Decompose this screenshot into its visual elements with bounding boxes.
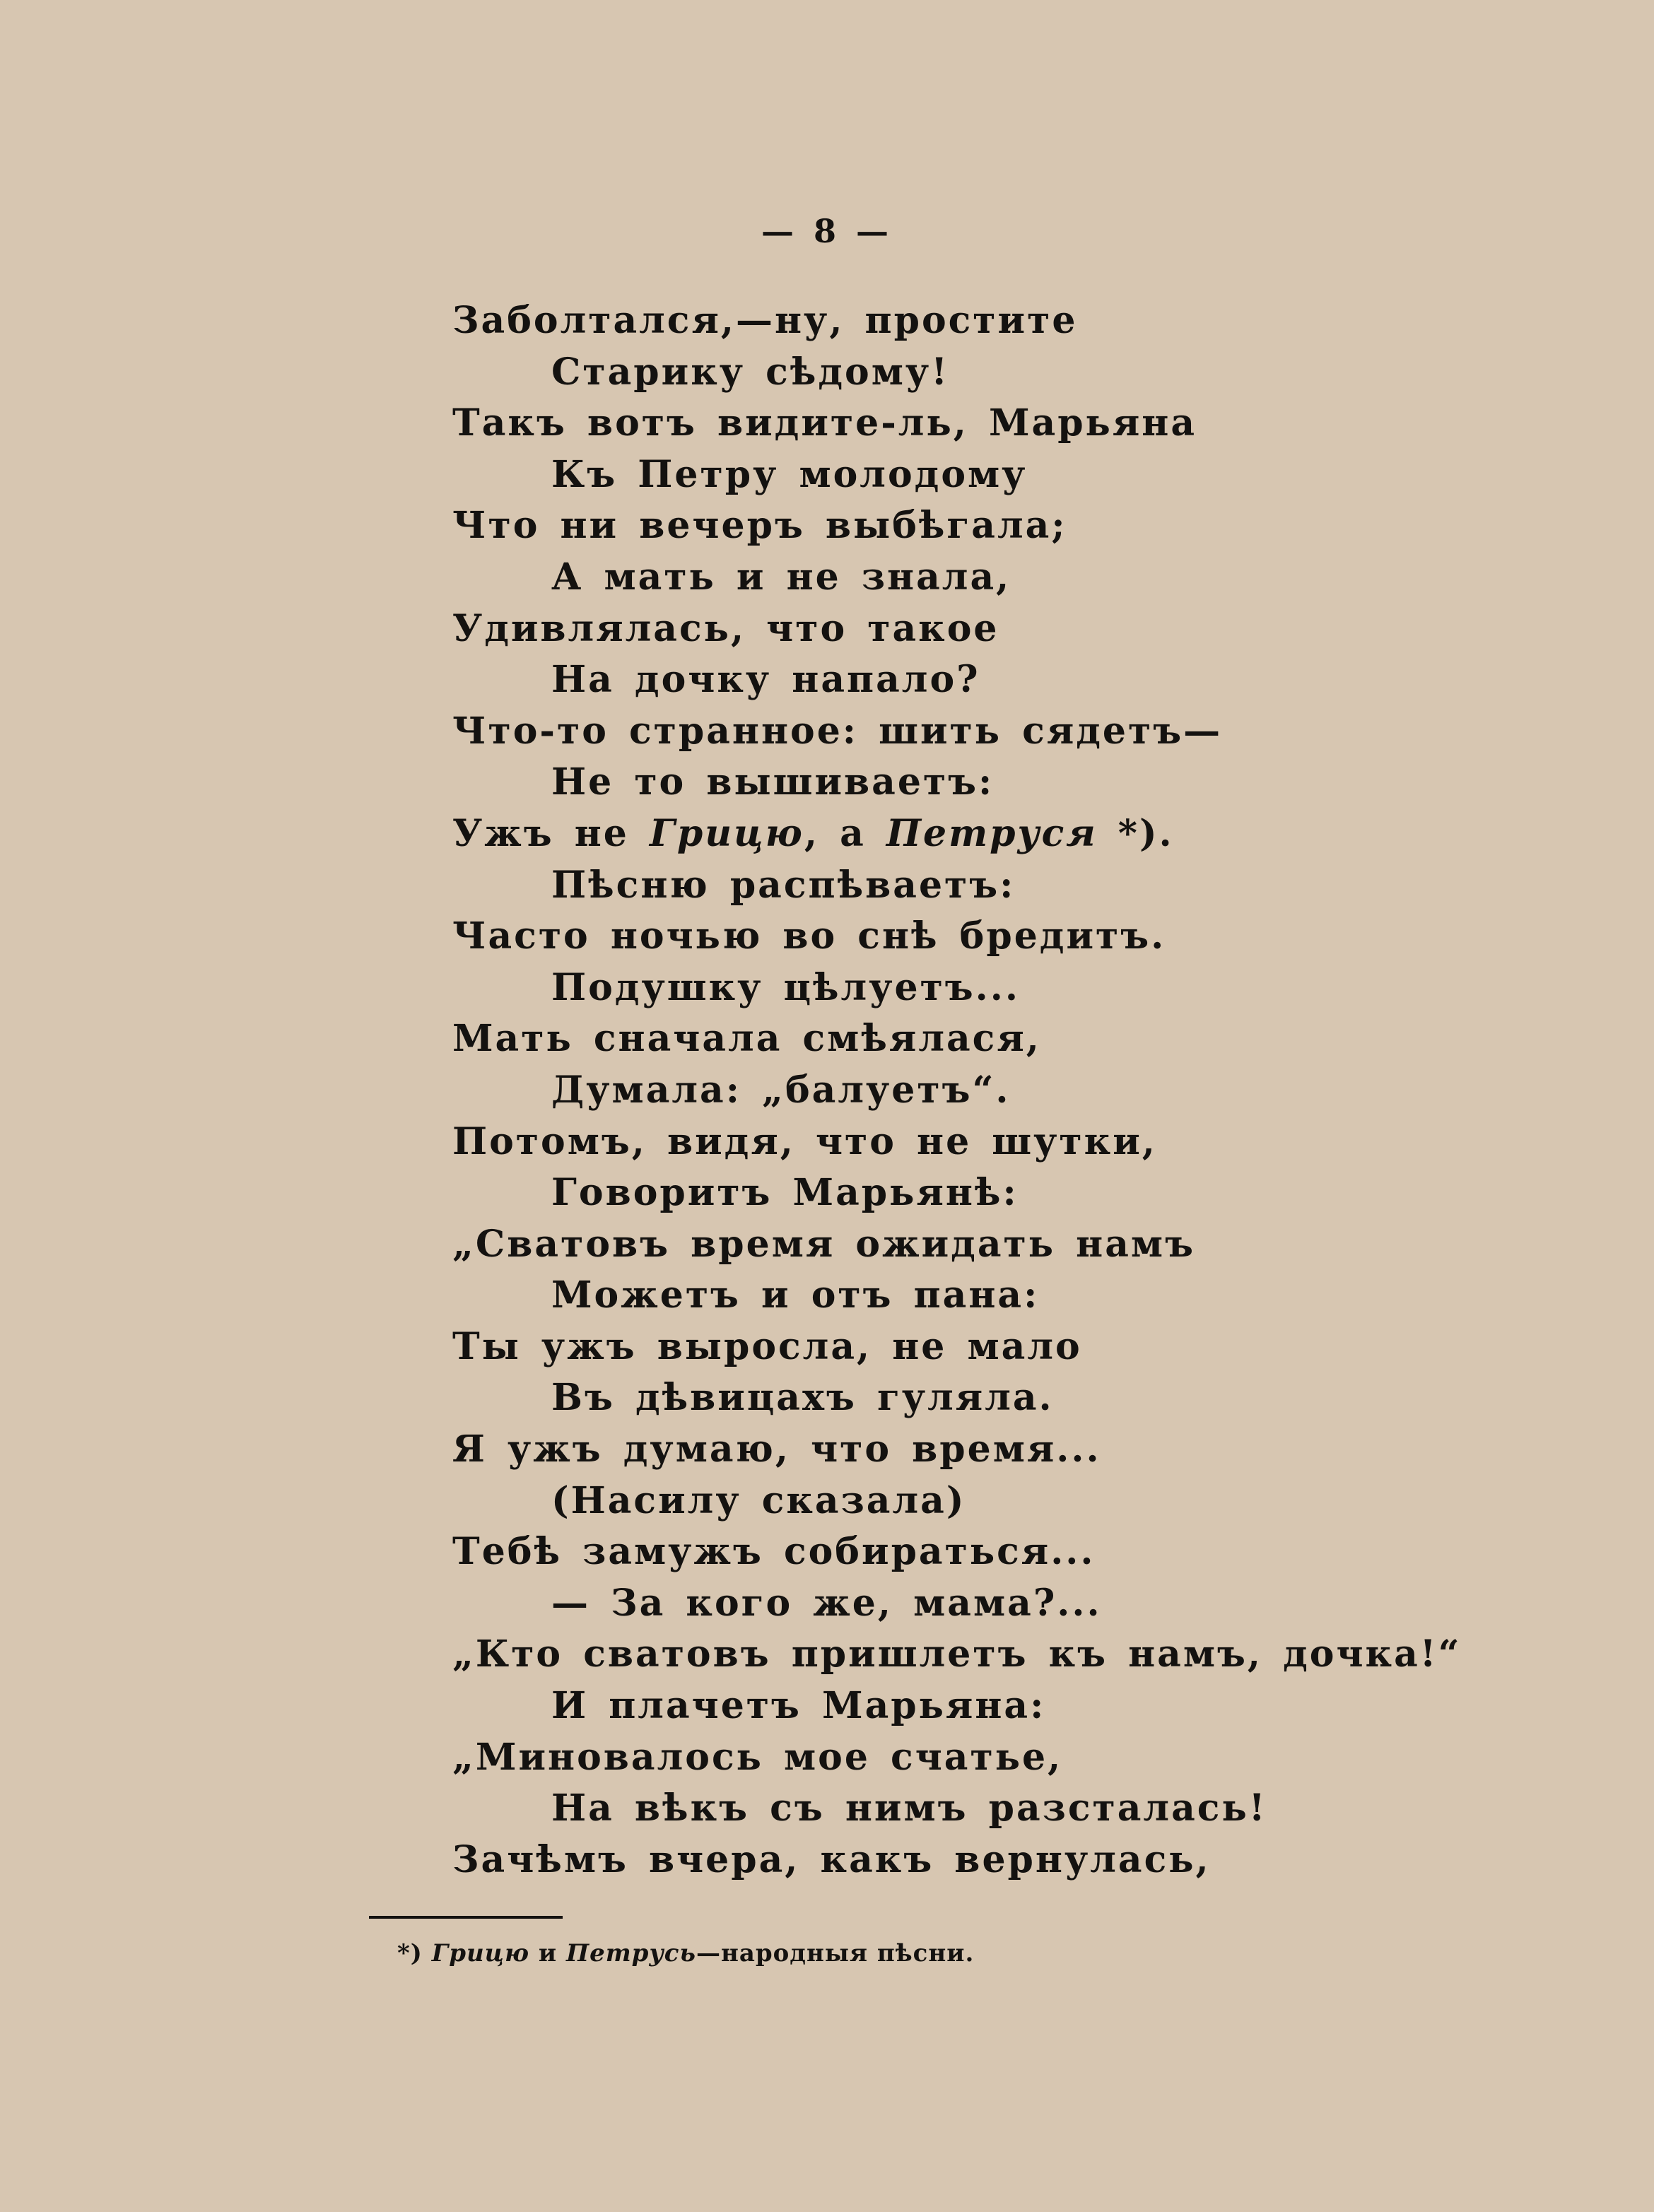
poem-line: „Сватовъ время ожидать намъ [452, 1222, 1195, 1266]
poem-line: Что-то странное: шить сядетъ— [452, 709, 1223, 753]
poem-line: Къ Петру молодому [551, 452, 1028, 496]
footnote-text: —народныя пѣсни. [696, 1939, 975, 1967]
poem-line: Удивлялась, что такое [452, 606, 999, 650]
poem-line: Зачѣмъ вчера, какъ вернулась, [452, 1837, 1211, 1881]
poem-line: „Кто сватовъ пришлетъ къ намъ, дочка!“ [452, 1632, 1462, 1676]
poem-line: Старику сѣдому! [551, 350, 950, 394]
poem-line: Такъ вотъ видите-ль, Марьяна [452, 401, 1197, 445]
poem-line: (Насилу сказала) [551, 1478, 966, 1522]
poem-line: Можетъ и отъ пана: [551, 1273, 1040, 1317]
poem-line: Въ дѣвицахъ гуляла. [551, 1376, 1054, 1420]
poem-line: Мать сначала смѣялася, [452, 1017, 1041, 1061]
poem-line: Что ни вечеръ выбѣгала; [452, 504, 1067, 548]
poem-text [452, 295, 1484, 1886]
footnote-marker: *) [397, 1939, 432, 1967]
poem-line: Заболтался,—ну, простите [452, 299, 1078, 342]
poem-line: Часто ночью во снѣ бредитъ. [452, 914, 1166, 958]
poem-line: Потомъ, видя, что не шутки, [452, 1119, 1157, 1163]
poem-line-before: Ужъ не [452, 811, 650, 855]
page-number: — 8 — [761, 212, 893, 250]
poem-line: Подушку цѣлуетъ... [551, 965, 1020, 1009]
poem-line: „Миновалось мое счатье, [452, 1735, 1063, 1779]
footnote [397, 1939, 974, 1967]
poem-line: — За кого же, мама?... [551, 1581, 1102, 1625]
footnote-name-gritsyu: Грицю [431, 1939, 530, 1967]
poem-line: Тебѣ замужъ собираться... [452, 1530, 1096, 1574]
poem-line: На вѣкъ съ нимъ разсталась! [551, 1787, 1267, 1830]
poem-line: Я ужъ думаю, что время... [452, 1428, 1101, 1471]
poem-line: Не то вышиваетъ: [551, 760, 995, 804]
name-gritsyu: Грицю [649, 811, 804, 855]
poem-line: Думала: „балуетъ“. [551, 1068, 1011, 1112]
poem-line: И плачетъ Марьяна: [551, 1684, 1046, 1728]
poem-line: Ты ужъ выросла, не мало [452, 1324, 1082, 1368]
poem-line: На дочку напало? [551, 658, 980, 702]
footnote-reference: *). [1097, 811, 1174, 855]
name-petrusya: Петруся [886, 811, 1098, 855]
poem-line: А мать и не знала, [551, 555, 1011, 599]
footnote-name-petrus: Петрусь [565, 1939, 696, 1967]
poem-line: Пѣсню распѣваетъ: [551, 863, 1016, 907]
poem-line-with-names [452, 808, 1484, 860]
footnote-divider [369, 1916, 563, 1919]
footnote-conjunction: и [529, 1939, 566, 1967]
poem-line-middle: , а [804, 811, 886, 855]
poem-line: Говоритъ Марьянѣ: [551, 1171, 1019, 1215]
